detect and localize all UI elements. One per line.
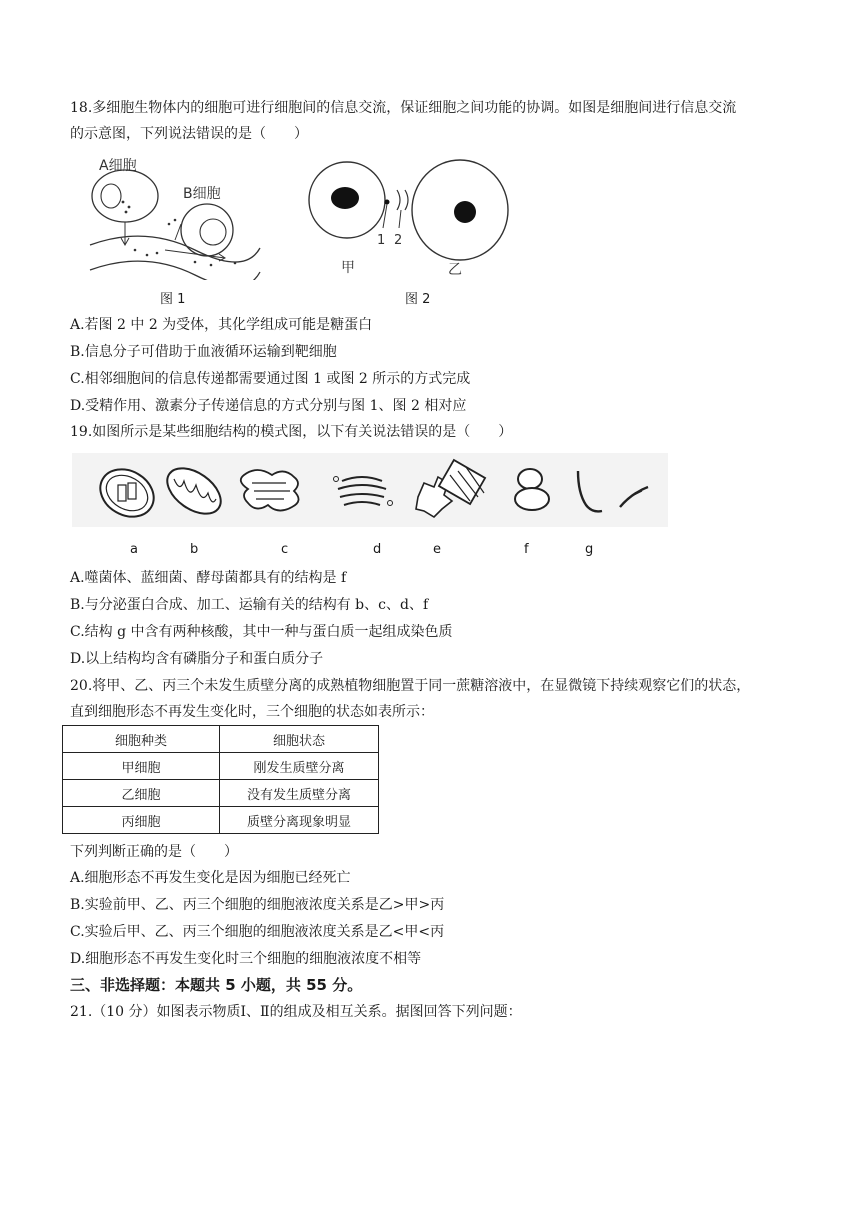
fig2-label-yi: 乙: [448, 262, 462, 278]
organelle-label-e: e: [433, 542, 441, 557]
figure-organelles: [72, 453, 668, 527]
fig1-label-b: B细胞: [183, 186, 221, 202]
fig1-label-a: A细胞: [99, 158, 137, 174]
table-row: [63, 807, 379, 834]
table-header-cell: 细胞状态: [220, 726, 379, 753]
q19-option-c: C.结构 g 中含有两种核酸，其中一种与蛋白质一起组成染色质: [70, 624, 453, 640]
table-cell: 乙细胞: [63, 780, 220, 807]
q18-option-c: C.相邻细胞间的信息传递都需要通过图 1 或图 2 所示的方式完成: [70, 371, 471, 387]
section-3-title: 三、非选择题：本题共 5 小题，共 55 分。: [70, 976, 363, 994]
fig2-label-jia: 甲: [341, 260, 355, 276]
organelle-label-f: f: [524, 542, 529, 557]
table-cell: 刚发生质壁分离: [220, 753, 379, 780]
table-header-row: [63, 726, 379, 753]
q20-option-a: A.细胞形态不再发生变化是因为细胞已经死亡: [70, 870, 351, 886]
table-cell: 质壁分离现象明显: [220, 807, 379, 834]
q20-option-c: C.实验后甲、乙、丙三个细胞的细胞液浓度关系是乙<甲<丙: [70, 924, 445, 940]
table-row: [63, 780, 379, 807]
fig2-label-2: 2: [394, 233, 403, 248]
q18-stem-line1: 18.多细胞生物体内的细胞可进行细胞间的信息交流，保证细胞之间功能的协调。如图是细胞间进行信息交流: [70, 100, 737, 116]
q20-option-d: D.细胞形态不再发生变化时三个细胞的细胞液浓度不相等: [70, 951, 422, 967]
q20-stem-line2: 直到细胞形态不再发生变化时，三个细胞的状态如表所示：: [70, 704, 434, 720]
organelle-label-d: d: [373, 542, 382, 557]
figure-2-cell-contact: [305, 150, 515, 280]
table-header-cell: 细胞种类: [63, 726, 220, 753]
table-cell: 甲细胞: [63, 753, 220, 780]
organelle-label-c: c: [281, 542, 289, 557]
q20-option-b: B.实验前甲、乙、丙三个细胞的细胞液浓度关系是乙>甲>丙: [70, 897, 445, 913]
table-cell: 丙细胞: [63, 807, 220, 834]
q19-stem: 19.如图所示是某些细胞结构的模式图，以下有关说法错误的是（ ）: [70, 424, 513, 440]
q18-option-a: A.若图 2 中 2 为受体，其化学组成可能是糖蛋白: [70, 317, 373, 333]
table-row: [63, 753, 379, 780]
q20-prompt: 下列判断正确的是（ ）: [70, 844, 238, 860]
cell-state-table: [62, 725, 379, 834]
organelle-label-g: g: [585, 542, 594, 557]
figure-1-caption: 图 1: [160, 292, 186, 307]
q18-option-d: D.受精作用、激素分子传递信息的方式分别与图 1、图 2 相对应: [70, 398, 467, 414]
table-cell: 没有发生质壁分离: [220, 780, 379, 807]
q19-option-d: D.以上结构均含有磷脂分子和蛋白质分子: [70, 651, 324, 667]
figure-1-cell-signaling-blood: [85, 150, 265, 280]
q21-stem: 21.（10 分）如图表示物质Ⅰ、Ⅱ的组成及相互关系。据图回答下列问题：: [70, 1004, 522, 1020]
organelle-c-endoplasmic-reticulum: [241, 470, 299, 511]
q19-option-b: B.与分泌蛋白合成、加工、运输有关的结构有 b、c、d、f: [70, 597, 429, 613]
organelle-label-b: b: [190, 542, 199, 557]
figure-2-caption: 图 2: [405, 292, 431, 307]
q18-stem-line2: 的示意图，下列说法错误的是（ ）: [70, 126, 308, 142]
q20-stem-line1: 20.将甲、乙、丙三个未发生质壁分离的成熟植物细胞置于同一蔗糖溶液中，在显微镜下持续观察它们的状态，: [70, 678, 751, 694]
fig2-label-1: 1: [377, 233, 386, 248]
organelle-label-a: a: [130, 542, 138, 557]
q18-option-b: B.信息分子可借助于血液循环运输到靶细胞: [70, 344, 337, 360]
q19-option-a: A.噬菌体、蓝细菌、酵母菌都具有的结构是 f: [70, 570, 347, 586]
